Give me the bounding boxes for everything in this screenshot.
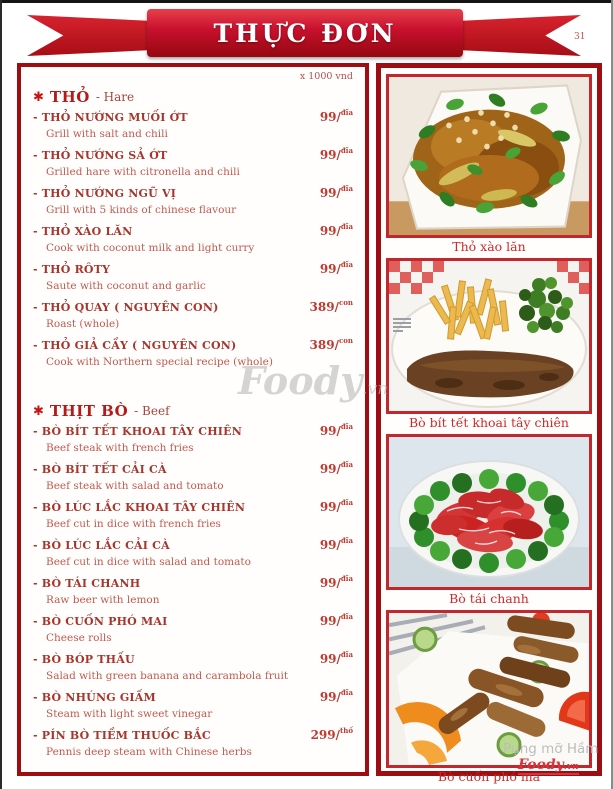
menu-item xyxy=(33,423,353,461)
item-name: - THỎ NƯỚNG SẢ ỚT xyxy=(33,149,168,162)
photo-figure xyxy=(386,258,592,431)
watermark-bottom-text: Pụng mỡ Hầm xyxy=(503,741,599,757)
item-description: Grill with salt and chili xyxy=(46,128,168,140)
item-price: 99/$^{đĩa}$ xyxy=(319,650,353,666)
item-name: - BÒ CUỐN PHÓ MAI xyxy=(33,615,168,628)
item-name: - THỎ NƯỚNG MUỐI ỚT xyxy=(33,111,188,124)
section-header xyxy=(33,399,353,423)
menu-section xyxy=(33,85,353,375)
menu-panel xyxy=(17,63,369,776)
item-description: Grill with 5 kinds of chinese flavour xyxy=(46,204,237,216)
page-number: 31 xyxy=(574,32,586,42)
item-name: - BÒ BÓP THẤU xyxy=(33,653,135,666)
item-price: 99/$^{đĩa}$ xyxy=(319,222,353,238)
item-name-row xyxy=(33,299,353,318)
item-unit: đĩa xyxy=(340,688,353,697)
item-name-row xyxy=(33,423,353,442)
menu-item xyxy=(33,337,353,375)
section-items xyxy=(33,109,353,375)
section-name-en: - Hare xyxy=(95,90,135,104)
item-name-row xyxy=(33,651,353,670)
menu-item xyxy=(33,499,353,537)
ribbon-tail-left xyxy=(27,15,148,56)
item-name-row xyxy=(33,461,353,480)
item-unit: con xyxy=(338,336,353,345)
item-price: 389/$^{con}$ xyxy=(309,298,353,314)
item-unit: đĩa xyxy=(340,108,353,117)
menu-section xyxy=(33,399,353,765)
menu-item xyxy=(33,727,353,765)
section-name-vi: THỎ xyxy=(49,88,90,106)
menu-item xyxy=(33,689,353,727)
item-price: 389/$^{con}$ xyxy=(309,336,353,352)
item-unit: đĩa xyxy=(340,460,353,469)
item-description: Roast (whole) xyxy=(46,318,120,330)
item-unit: đĩa xyxy=(340,184,353,193)
page-edge-left xyxy=(0,0,2,789)
item-price: 99/$^{đĩa}$ xyxy=(319,260,353,276)
item-unit: đĩa xyxy=(340,536,353,545)
item-name: - BÒ LÚC LẮC CẢI CÀ xyxy=(33,539,170,552)
menu-item xyxy=(33,261,353,299)
item-name-row xyxy=(33,185,353,204)
section-name-vi: THỊT BÒ xyxy=(49,402,129,420)
item-price: 99/$^{đĩa}$ xyxy=(319,574,353,590)
page-edge-top xyxy=(0,0,613,3)
item-name: - BÒ BÍT TẾT CẢI CÀ xyxy=(33,463,167,476)
item-description: Saute with coconut and garlic xyxy=(46,280,206,292)
item-name-row xyxy=(33,727,353,746)
menu-item xyxy=(33,223,353,261)
item-unit: đĩa xyxy=(340,222,353,231)
item-name: - THỎ QUAY ( NGUYÊN CON) xyxy=(33,301,219,314)
photos-panel xyxy=(376,63,602,784)
section-name-en: - Beef xyxy=(134,404,170,418)
item-name-row xyxy=(33,689,353,708)
item-price: 99/$^{đĩa}$ xyxy=(319,108,353,124)
item-unit: đĩa xyxy=(340,422,353,431)
menu-item xyxy=(33,613,353,651)
menu-item xyxy=(33,185,353,223)
item-name-row xyxy=(33,499,353,518)
watermark-foody-center: Foody.vn xyxy=(238,358,389,403)
item-name: - BÒ NHÚNG GIẤM xyxy=(33,691,156,704)
menu-item xyxy=(33,537,353,575)
item-price: 99/$^{đĩa}$ xyxy=(319,184,353,200)
item-name: - PÍN BÒ TIỀM THUỐC BẮC xyxy=(33,729,211,742)
menu-item xyxy=(33,575,353,613)
item-description: Raw beer with lemon xyxy=(46,594,160,606)
photo-figure xyxy=(386,74,592,255)
item-unit: con xyxy=(338,298,353,307)
photo-bo-bit-tet-image xyxy=(386,258,592,414)
item-unit: đĩa xyxy=(340,574,353,583)
item-unit: thố xyxy=(340,726,353,735)
item-name-row xyxy=(33,537,353,556)
item-price: 299/$^{thố}$ xyxy=(310,726,353,742)
item-unit: đĩa xyxy=(340,612,353,621)
menu-item xyxy=(33,147,353,185)
menu-item xyxy=(33,651,353,689)
item-unit: đĩa xyxy=(340,498,353,507)
menu-sections xyxy=(33,85,353,765)
item-name-row xyxy=(33,261,353,280)
item-name: - THỎ GIẢ CẦY ( NGUYÊN CON) xyxy=(33,339,237,352)
item-unit: đĩa xyxy=(340,260,353,269)
item-description: Cook with Northern special recipe (whole) xyxy=(46,356,273,368)
item-price: 99/$^{đĩa}$ xyxy=(319,498,353,514)
item-price: 99/$^{đĩa}$ xyxy=(319,460,353,476)
item-description: Cheese rolls xyxy=(46,632,112,644)
item-name: - THỎ XÀO LĂN xyxy=(33,225,133,238)
item-name: - THỎ NƯỚNG NGŨ VỊ xyxy=(33,187,177,200)
item-description: Beef steak with salad and tomato xyxy=(46,480,224,492)
item-description: Beef cut in dice with french fries xyxy=(46,518,221,530)
photo-bo-tai-chanh-image xyxy=(386,434,592,590)
item-description: Cook with coconut milk and light curry xyxy=(46,242,255,254)
item-price: 99/$^{đĩa}$ xyxy=(319,146,353,162)
item-name: - BÒ BÍT TẾT KHOAI TÂY CHIÊN xyxy=(33,425,242,438)
photo-caption: Bò bít tết khoai tây chiên xyxy=(409,415,569,430)
item-description: Steam with light sweet vinegar xyxy=(46,708,213,720)
item-name-row xyxy=(33,147,353,166)
item-price: 99/$^{đĩa}$ xyxy=(319,422,353,438)
item-price: 99/$^{đĩa}$ xyxy=(319,536,353,552)
item-price: 99/$^{đĩa}$ xyxy=(319,612,353,628)
item-description: Pennis deep steam with Chinese herbs xyxy=(46,746,252,758)
item-name-row xyxy=(33,613,353,632)
item-price: 99/$^{đĩa}$ xyxy=(319,688,353,704)
item-name-row xyxy=(33,223,353,242)
photo-caption: Thỏ xào lăn xyxy=(452,239,526,254)
photo-tho-xao-lan-image xyxy=(386,74,592,238)
item-unit: đĩa xyxy=(340,650,353,659)
section-header xyxy=(33,85,353,109)
ribbon-tail-right xyxy=(462,15,581,56)
item-name: - THỎ RÔTY xyxy=(33,263,111,276)
item-unit: đĩa xyxy=(340,146,353,155)
star-icon: ✱ xyxy=(33,403,44,419)
item-description: Grilled hare with citronella and chili xyxy=(46,166,240,178)
item-description: Beef steak with french fries xyxy=(46,442,194,454)
menu-item xyxy=(33,109,353,147)
star-icon: ✱ xyxy=(33,89,44,105)
ribbon-banner xyxy=(147,9,463,57)
item-name-row xyxy=(33,575,353,594)
watermark-foody-logo: Foody.vn xyxy=(518,757,579,773)
page-title: THỰC ĐƠN xyxy=(213,18,397,48)
photo-caption: Bò cuốn phó ma xyxy=(437,769,541,784)
photo-caption: Bò tái chanh xyxy=(449,591,529,606)
item-name: - BÒ LÚC LẮC KHOAI TÂY CHIÊN xyxy=(33,501,246,514)
section-items xyxy=(33,423,353,765)
menu-item xyxy=(33,299,353,337)
item-description: Beef cut in dice with salad and tomato xyxy=(46,556,251,568)
item-name-row xyxy=(33,109,353,128)
item-name-row xyxy=(33,337,353,356)
unit-note: x 1000 vnd xyxy=(299,71,353,82)
item-name: - BÒ TÁI CHANH xyxy=(33,577,141,590)
photo-figure xyxy=(386,434,592,607)
item-description: Salad with green banana and carambola fruit xyxy=(46,670,289,682)
menu-item xyxy=(33,461,353,499)
